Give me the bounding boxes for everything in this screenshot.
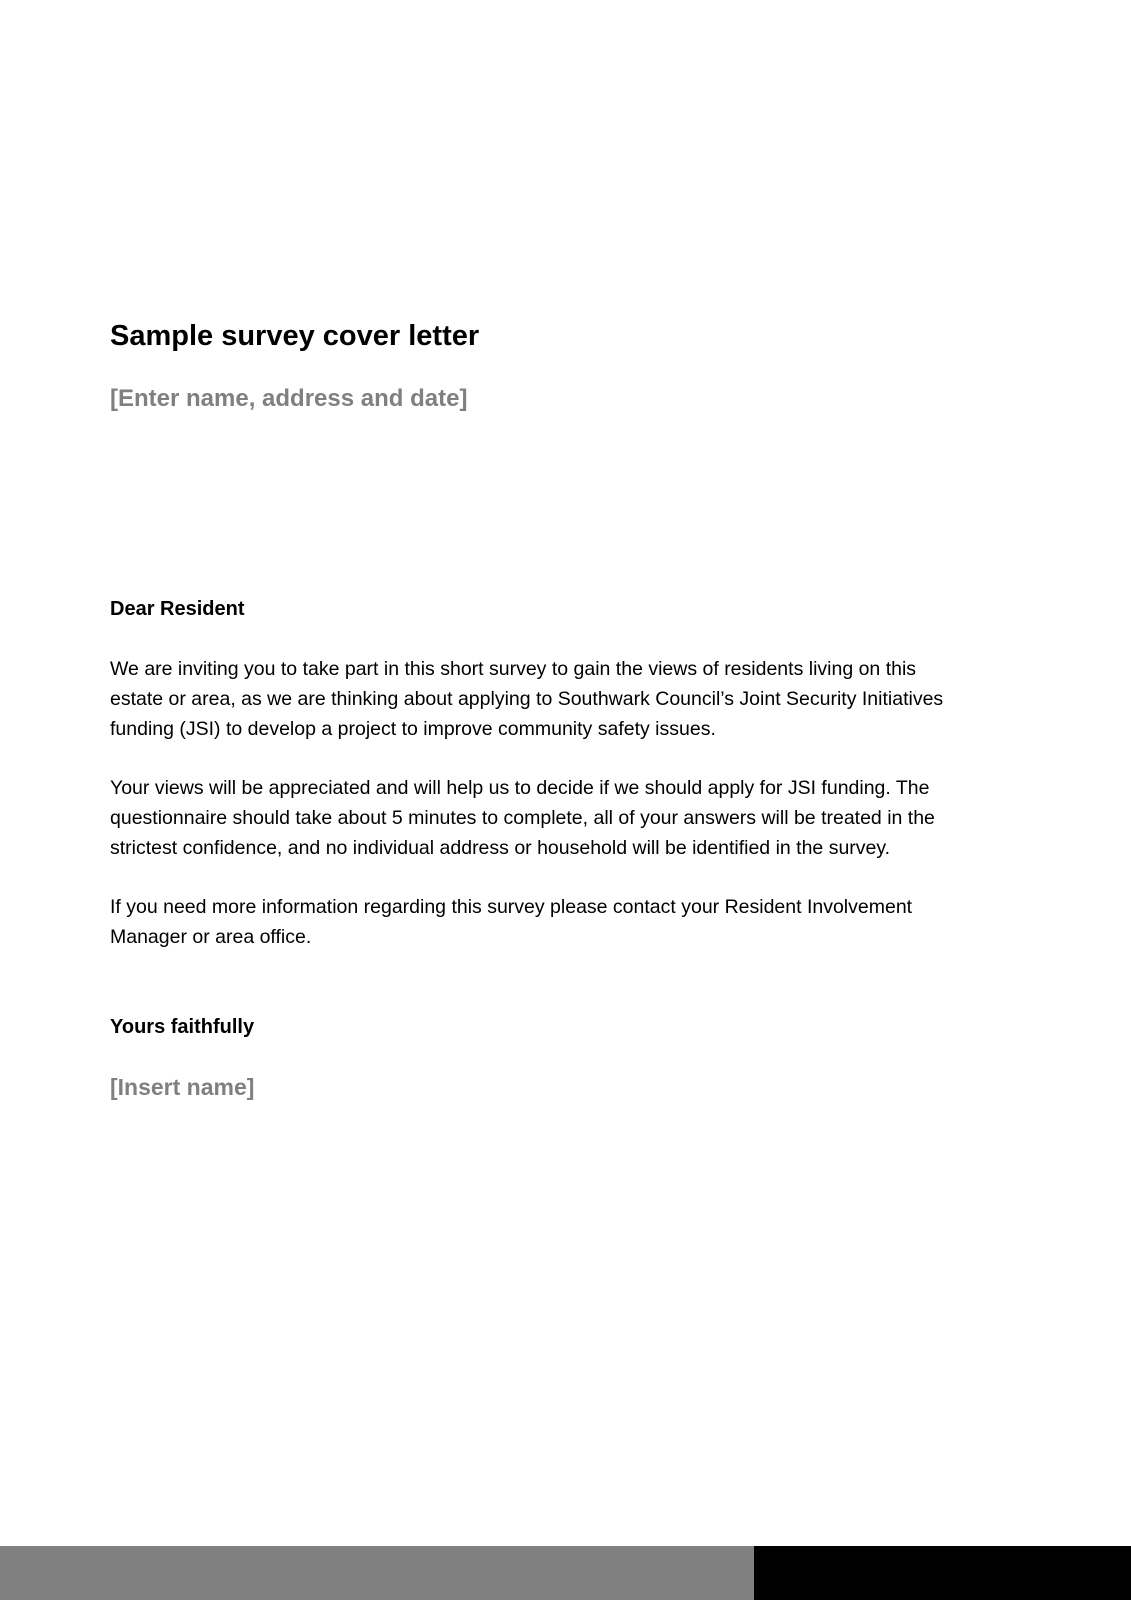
paragraph-line: Your views will be appreciated and will help us to decide if we should apply for JSI funding. The	[110, 777, 930, 799]
paragraph-line: If you need more information regarding this survey please contact your Resident Involvement	[110, 896, 913, 918]
salutation: Dear Resident	[110, 598, 245, 620]
paragraph-line: We are inviting you to take part in this short survey to gain the views of residents living on this	[110, 658, 917, 680]
footer-bar-gray	[0, 1546, 754, 1600]
footer-bar-black	[754, 1546, 1131, 1600]
address-placeholder[interactable]: [Enter name, address and date]	[110, 385, 468, 412]
name-placeholder[interactable]: [Insert name]	[110, 1074, 255, 1100]
paragraph-confidentiality	[110, 773, 1030, 863]
paragraph-line: questionnaire should take about 5 minutes to complete, all of your answers will be treated in the	[110, 807, 935, 829]
paragraph-contact	[110, 892, 1030, 952]
paragraph-line: funding (JSI) to develop a project to improve community safety issues.	[110, 718, 716, 740]
paragraph-line: Manager or area office.	[110, 926, 312, 948]
paragraph-line: strictest confidence, and no individual address or household will be identified in the survey.	[110, 837, 891, 859]
letter-title: Sample survey cover letter	[110, 320, 480, 352]
paragraph-line: estate or area, as we are thinking about applying to Southwark Council’s Joint Security Initiatives	[110, 688, 944, 710]
paragraph-intro	[110, 654, 1030, 744]
signoff: Yours faithfully	[110, 1016, 255, 1038]
